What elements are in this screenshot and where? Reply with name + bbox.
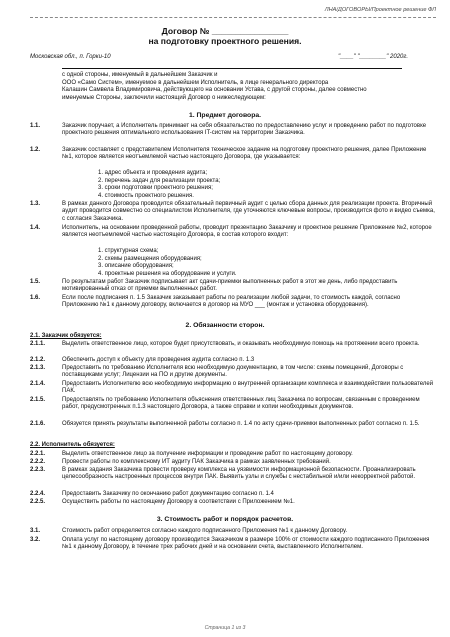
clause-2-1-4: Предоставить Исполнителю всю необходимую информацию о внутренней организации комплекса и взаимодействии пользователей ПАК. (62, 381, 434, 395)
clause-number: 3.1. (30, 528, 41, 534)
party-contractor: ООО «Само Систем», именуемое в дальнейшем Исполнитель, в лице генерального директора (62, 79, 329, 86)
subsection-contractor: 2.2. Исполнитель обязуется: (30, 442, 115, 448)
section-2-title: 2. Обязанности сторон. (185, 322, 265, 329)
clause-number: 2.1.4. (30, 381, 46, 387)
clause-number: 2.2.4. (30, 491, 46, 497)
contract-title: Договор № ________________ (161, 26, 289, 36)
clause-number: 2.2.5. (30, 499, 46, 505)
section-3-title: 3. Стоимость работ и порядок расчетов. (156, 516, 294, 523)
clause-1-3: В рамках данного Договора проводится обязательный первичный аудит с целью сбора данных для реализации проекта. Вторичный аудит проводится совместно со специалистом Исполнителя, где уточняются ключевые вопросы, производится фото и видео съемка, с согласия Заказчика. (62, 201, 435, 222)
clause-1-6: Если после подписания п. 1.5 Заказчик заказывает работы по реализации любой задачи, то стоимость каждой, согласно Приложению №1 к данному договору, включается в договор на МУО ___ (монтаж и установка оборудования). (62, 295, 401, 309)
clause-2-2-4: Предоставить Заказчику по окончанию работ документацию согласно п. 1.4 (62, 491, 274, 497)
contract-place: Московская обл., п. Горки-10 (30, 54, 111, 60)
clause-3-2: Оплата услуг по настоящему договору производится Заказчиком в размере 100% от стоимости каждого подписанного Приложения №1 к данному Договору, в течение трех рабочих дней и на основании счета, выставленного Исполнителем. (62, 537, 430, 551)
list-item: 4. проектные решения на оборудование и услуги. (98, 270, 237, 277)
clause-1-1: Заказчик поручает, а Исполнитель принимает на себя обязательство по предоставлению услуг и проведению работ по подготовке проектного решения оптимального использования IT-систем на территории Заказчика. (62, 123, 427, 137)
contract-date: "____" "________" 2020г. (338, 54, 408, 60)
section-1-title: 1. Предмет договора. (188, 112, 262, 119)
clause-2-2-1: Выделить ответственное лицо за получение информации и проведение работ по настоящему договору. (62, 451, 353, 457)
list-item: 3. описание оборудования; (98, 263, 174, 269)
clause-number: 2.1.3. (30, 365, 46, 371)
party-customer: с одной стороны, именуемый в дальнейшем Заказчик и (62, 72, 218, 78)
subsection-customer: 2.1. Заказчик обязуется: (30, 333, 102, 339)
list-item: 2. схемы размещения оборудования; (98, 255, 202, 262)
clause-number: 1.5. (30, 279, 41, 285)
clause-2-2-2: Провести работы по комплексному ИТ аудиту ПАК Заказчика в рамках заявленных требований. (62, 459, 331, 465)
clause-number: 1.2. (30, 147, 41, 153)
clause-number: 2.2.2. (30, 459, 46, 465)
clause-number: 2.1.5. (30, 397, 46, 403)
clause-number: 2.1.1. (30, 341, 46, 347)
clause-number: 1.6. (30, 295, 41, 301)
clause-number: 2.1.6. (30, 421, 46, 427)
customer-name-line (62, 68, 402, 69)
header-path: ЛНА/ДОГОВОРЫ/Проектное решение ФЛ (324, 7, 436, 13)
clause-1-2: Заказчик составляет с представителем Исполнителя техническое задание на подготовку проектного решения, далее Приложение №1, которое является неотъемлемой частью настоящего Договора, где указывается: (62, 147, 427, 161)
list-item: 3. сроки подготовки проектного решения; (98, 185, 213, 191)
page-number: Страница 1 из 3 (204, 625, 246, 631)
clause-3-1: Стоимость работ определяется согласно каждого подписанного Приложения №1 к данному Договору. (62, 528, 348, 534)
clause-2-2-5: Осуществить работы по настоящему Договору в соответствии с Приложением №1. (62, 499, 295, 505)
list-item: 4. стоимость проектного решения. (98, 192, 194, 199)
clause-number: 3.2. (30, 537, 41, 543)
party-representative: Калашин Самвела Владимировича, действующего на основании Устава, с другой стороны, далее совместно (62, 87, 367, 93)
clause-number: 1.4. (30, 225, 41, 231)
clause-number: 1.3. (30, 201, 41, 207)
clause-number: 1.1. (30, 123, 41, 129)
party-together: именуемые Стороны, заключили настоящий Договор о нижеследующем: (62, 94, 266, 101)
clause-number: 2.2.3. (30, 467, 46, 473)
clause-1-5: По результатам работ Заказчик подписывает акт сдачи-приемки выполненных работ в этот же день, либо предоставить мотивированный отказ от приемки выполненных работ. (62, 279, 398, 293)
clause-2-1-3: Предоставить по требованию Исполнителя всю необходимую документацию, в том числе: схемы помещений, Договоры с поставщиками услуг; Лицензии на ПО и другие документы. (62, 365, 404, 379)
clause-2-1-1: Выделить ответственное лицо, которое будет присутствовать, и оказывать необходимую помощь на протяжении всего проекта. (62, 341, 420, 347)
list-item: 1. структурная схема; (98, 248, 159, 254)
list-item: 2. перечень задач для реализации проекта; (98, 177, 221, 184)
header-rule (30, 17, 436, 18)
clause-2-2-3: В рамках задания Заказчика провести проверку комплекса на уязвимости информационной безопасности. Проанализировать целесообразность настроенных процессов внутри ПАК. Выявить узлы и службы с нестабильной и/или некорректной работой. (62, 467, 416, 481)
clause-2-1-2: Обеспечить доступ к объекту для проведения аудита согласно п. 1.3 (62, 357, 255, 363)
clause-number: 2.2.1. (30, 451, 46, 457)
clause-2-1-6: Обязуется принять результаты выполненной работы согласно п. 1.4 по акту сдачи-приемки выполненных работ согласно п. 1.5. (62, 421, 420, 427)
contract-subtitle: на подготовку проектного решения. (148, 36, 302, 46)
clause-2-1-5: Предоставлять по требованию Исполнителя объяснения ответственных лиц Заказчика по вопросам, связанным с проведением работ, предусмотренных п.1.3 настоящего Договора, а также справки и копии необходимых документов. (62, 397, 420, 411)
list-item: 1. адрес объекта и проведения аудита; (98, 170, 208, 176)
clause-1-4: Исполнитель, на основании проведенной работы, проводит презентацию Заказчику и проектное решение Приложение №2, которое является неотъемлемой частью настоящего Договора, в состав которого входит: (62, 225, 432, 239)
clause-number: 2.1.2. (30, 357, 46, 363)
